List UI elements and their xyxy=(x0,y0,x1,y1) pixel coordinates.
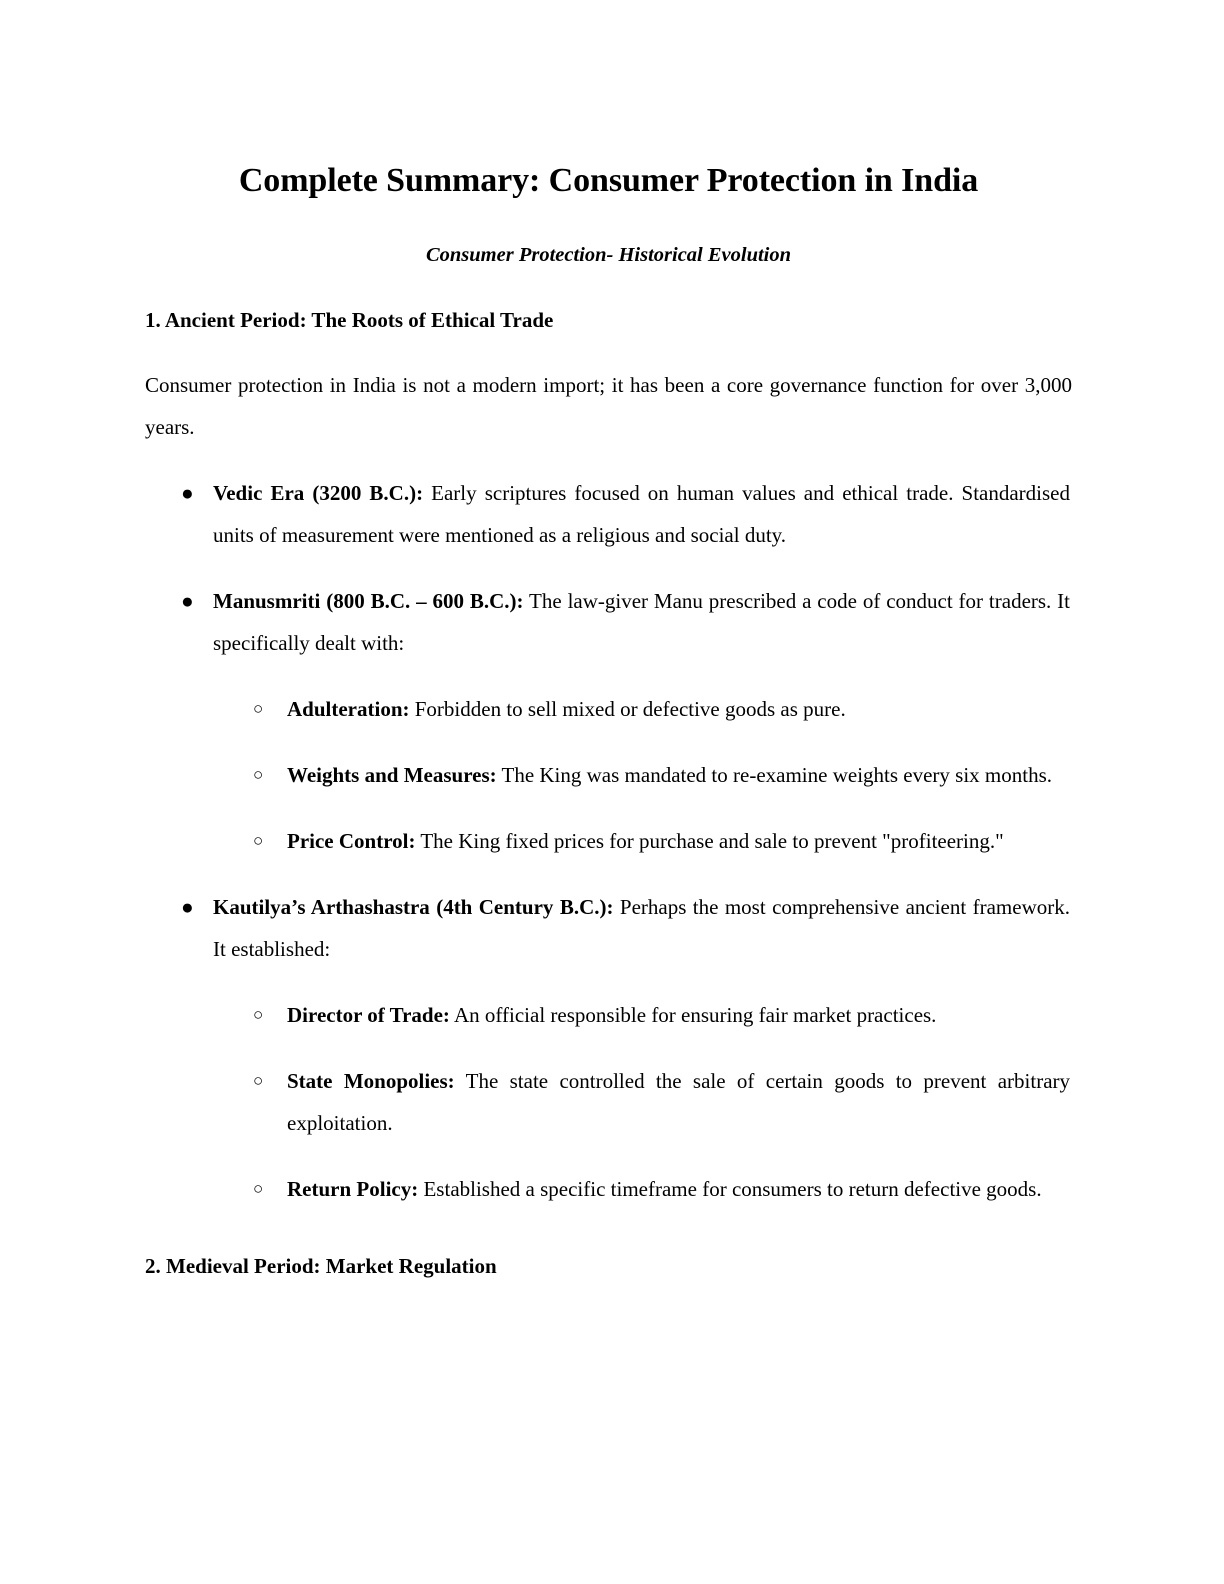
sub-list-item xyxy=(213,688,1070,730)
sub-bullet-marker-icon: ○ xyxy=(253,1005,264,1024)
list-item-text: Early scriptures focused on human values and ethical trade. Standardised units of measurement were mentioned as a religious and social duty. xyxy=(213,481,1071,547)
sub-bullet-marker-icon: ○ xyxy=(253,699,264,718)
page-title: Complete Summary: Consumer Protection in India xyxy=(238,162,979,199)
sub-list-item xyxy=(213,994,1070,1036)
sub-list-item xyxy=(213,754,1070,796)
sub-list-item-text: Forbidden to sell mixed or defective goods as pure. xyxy=(409,697,846,721)
sub-list-item-term: Return Policy: xyxy=(287,1177,419,1201)
sub-list-item-term: Adulteration: xyxy=(287,697,410,721)
sub-list-item-term: State Monopolies: xyxy=(287,1069,455,1093)
bullet-marker-icon: ● xyxy=(181,589,194,613)
list-item-text: The law-giver Manu prescribed a code of conduct for traders. It specifically dealt with: xyxy=(213,589,1071,655)
list-item-term: Vedic Era (3200 B.C.): xyxy=(213,481,424,505)
sub-bullet-marker-icon: ○ xyxy=(253,1071,264,1090)
sub-bullet-marker-icon: ○ xyxy=(253,831,264,850)
sub-list-item-text: The King fixed prices for purchase and sale to prevent "profiteering." xyxy=(415,829,1004,853)
list-item xyxy=(145,580,1072,862)
bullet-marker-icon: ● xyxy=(181,481,194,505)
sub-list-item-term: Price Control: xyxy=(287,829,416,853)
list-item xyxy=(145,886,1072,1210)
sub-list-item-text: The King was mandated to re-examine weights every six months. xyxy=(496,763,1053,787)
document-content xyxy=(145,0,1072,1282)
bullet-marker-icon: ● xyxy=(181,895,194,919)
sub-bullet-marker-icon: ○ xyxy=(253,1179,264,1198)
sub-bullet-marker-icon: ○ xyxy=(253,765,264,784)
list-item-term: Kautilya’s Arthashastra (4th Century B.C.): xyxy=(213,895,614,919)
list-item xyxy=(145,472,1072,556)
manusmriti-sub-list xyxy=(213,688,1070,862)
sub-list-item xyxy=(213,1060,1070,1144)
document-subtitle: Consumer Protection- Historical Evolution xyxy=(425,244,792,266)
section-1-intro-paragraph: Consumer protection in India is not a modern import; it has been a core governance function for over 3,000 years. xyxy=(145,373,1072,439)
kautilya-sub-list xyxy=(213,994,1070,1210)
sub-list-item-text: Established a specific timeframe for consumers to return defective goods. xyxy=(418,1177,1042,1201)
section-heading-1: 1. Ancient Period: The Roots of Ethical Trade xyxy=(145,308,554,332)
sub-list-item-term: Director of Trade: xyxy=(287,1003,450,1027)
sub-list-item xyxy=(213,820,1070,862)
sub-list-item xyxy=(213,1168,1070,1210)
list-item-text: Perhaps the most comprehensive ancient framework. It established: xyxy=(213,895,1070,961)
section-heading-2: 2. Medieval Period: Market Regulation xyxy=(145,1254,497,1278)
sub-list-item-term: Weights and Measures: xyxy=(287,763,497,787)
sub-list-item-text: The state controlled the sale of certain goods to prevent arbitrary exploitation. xyxy=(287,1069,1071,1135)
list-item-term: Manusmriti (800 B.C. – 600 B.C.): xyxy=(213,589,524,613)
section-1-bullet-list xyxy=(145,472,1072,1210)
sub-list-item-text: An official responsible for ensuring fair market practices. xyxy=(449,1003,937,1027)
